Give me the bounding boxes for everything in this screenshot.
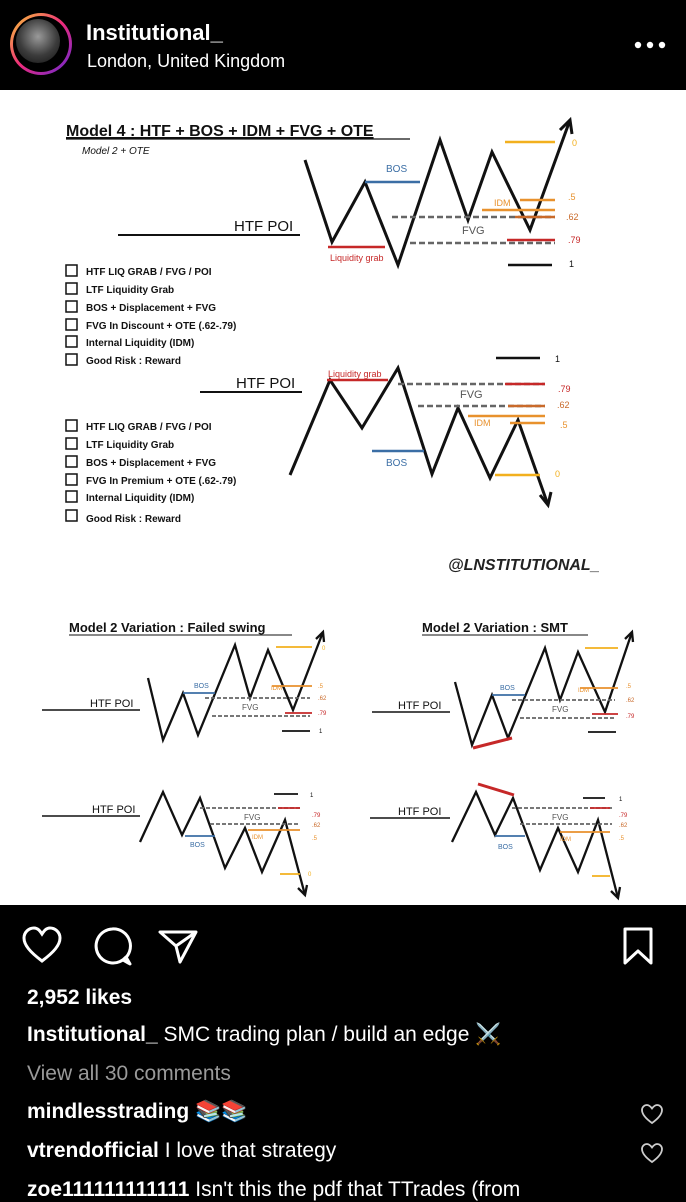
view-all-comments[interactable]: View all 30 comments	[27, 1062, 231, 1085]
svg-text:FVG: FVG	[242, 703, 259, 712]
idm-label: IDM	[494, 198, 511, 208]
svg-text:LTF Liquidity Grab: LTF Liquidity Grab	[86, 285, 175, 296]
svg-text:HTF LIQ GRAB / FVG / POI: HTF LIQ GRAB / FVG / POI	[86, 422, 212, 433]
svg-text:BOS: BOS	[386, 458, 408, 469]
svg-text:FVG: FVG	[552, 813, 569, 822]
svg-text:.62: .62	[318, 696, 327, 702]
svg-text:.79: .79	[558, 384, 571, 394]
svg-text:0: 0	[308, 872, 312, 878]
svg-text:BOS: BOS	[498, 844, 513, 851]
svg-text:.62: .62	[312, 823, 321, 829]
caption-username[interactable]: Institutional_	[27, 1023, 158, 1046]
svg-text:.79: .79	[626, 714, 635, 720]
svg-text:IDM: IDM	[474, 418, 491, 428]
checklist-long	[66, 265, 236, 367]
location[interactable]: London, United Kingdom	[87, 51, 286, 71]
comment-row	[27, 1178, 520, 1202]
comment-username[interactable]: zoe111111111111	[27, 1178, 190, 1201]
short-setup-diagram	[200, 354, 571, 505]
svg-text:HTF LIQ GRAB / FVG / POI: HTF LIQ GRAB / FVG / POI	[86, 267, 212, 278]
svg-text:.5: .5	[619, 836, 625, 842]
svg-text:1: 1	[319, 729, 323, 735]
svg-text:.62: .62	[619, 823, 628, 829]
svg-text:HTF POI: HTF POI	[398, 700, 442, 712]
svg-text:Good Risk : Reward: Good Risk : Reward	[86, 514, 182, 525]
svg-text:LTF Liquidity Grab: LTF Liquidity Grab	[86, 440, 175, 451]
comment-row	[27, 1139, 336, 1163]
avatar[interactable]	[10, 13, 72, 75]
bookmark-icon[interactable]	[616, 924, 660, 968]
failed-swing-long-diagram	[42, 632, 327, 740]
htf-poi-label: HTF POI	[234, 218, 294, 235]
comment-username[interactable]: vtrendofficial	[27, 1139, 159, 1162]
svg-text:.5: .5	[568, 192, 576, 202]
liquidity-grab-label: Liquidity grab	[330, 253, 384, 263]
svg-text:.79: .79	[619, 813, 628, 819]
svg-text:.62: .62	[566, 212, 579, 222]
post-image[interactable]	[0, 90, 686, 905]
model4-title: Model 4 : HTF + BOS + IDM + FVG + OTE	[66, 123, 374, 140]
svg-text:BOS: BOS	[194, 683, 209, 690]
comment-text: 📚📚	[195, 1100, 248, 1123]
svg-text:IDM: IDM	[252, 835, 263, 841]
caption-text: SMC trading plan / build an edge ⚔️	[163, 1023, 502, 1046]
svg-text:Internal Liquidity (IDM): Internal Liquidity (IDM)	[86, 338, 195, 349]
caption	[27, 1023, 501, 1047]
more-options-icon[interactable]	[630, 28, 670, 62]
comment-text: I love that strategy	[164, 1139, 337, 1162]
svg-text:IDM: IDM	[560, 837, 571, 843]
svg-text:0: 0	[555, 469, 561, 479]
svg-text:.5: .5	[318, 684, 324, 690]
svg-text:.62: .62	[557, 400, 570, 410]
svg-text:1: 1	[569, 259, 575, 269]
svg-text:Internal Liquidity (IDM): Internal Liquidity (IDM)	[86, 493, 195, 504]
post-header	[0, 0, 686, 90]
bos-label: BOS	[386, 164, 408, 175]
comment-heart-icon[interactable]	[640, 1142, 664, 1164]
share-icon[interactable]	[156, 924, 200, 968]
comment-icon[interactable]	[90, 924, 134, 968]
variation-smt-title: Model 2 Variation : SMT	[422, 620, 568, 635]
post-actions	[0, 918, 686, 974]
svg-text:FVG In Discount + OTE (.62-.79: FVG In Discount + OTE (.62-.79)	[86, 321, 237, 332]
svg-text:.62: .62	[626, 698, 635, 704]
likes-count[interactable]: 2,952 likes	[27, 986, 133, 1009]
svg-text:BOS: BOS	[500, 685, 515, 692]
svg-text:.5: .5	[312, 836, 318, 842]
long-setup-diagram	[118, 120, 581, 269]
svg-text:FVG: FVG	[552, 705, 569, 714]
comment-heart-icon[interactable]	[640, 1103, 664, 1125]
svg-text:Good Risk : Reward: Good Risk : Reward	[86, 356, 182, 367]
svg-text:1: 1	[310, 793, 314, 799]
svg-text:.5: .5	[626, 684, 632, 690]
svg-text:Liquidity grab: Liquidity grab	[328, 369, 382, 379]
comment-username[interactable]: mindlesstrading	[27, 1100, 190, 1123]
svg-text:HTF POI: HTF POI	[236, 375, 296, 392]
svg-text:1: 1	[619, 797, 623, 803]
smt-long-diagram	[372, 632, 635, 748]
watermark: @LNSTITUTIONAL_	[448, 557, 600, 574]
svg-text:.79: .79	[312, 813, 321, 819]
svg-text:HTF POI: HTF POI	[90, 698, 134, 710]
svg-text:BOS + Displacement + FVG: BOS + Displacement + FVG	[86, 458, 217, 469]
svg-text:.79: .79	[568, 235, 581, 245]
comment-text: Isn't this the pdf that TTrades (from	[195, 1178, 521, 1201]
svg-text:BOS: BOS	[190, 842, 205, 849]
svg-text:0: 0	[572, 138, 578, 148]
comment-row	[27, 1100, 247, 1124]
svg-text:0: 0	[322, 646, 326, 652]
svg-text:HTF POI: HTF POI	[92, 804, 136, 816]
svg-text:IDM: IDM	[578, 688, 589, 694]
svg-text:.79: .79	[318, 711, 327, 717]
svg-text:BOS + Displacement + FVG: BOS + Displacement + FVG	[86, 303, 217, 314]
fvg-label: FVG	[462, 225, 485, 237]
failed-swing-short-diagram	[42, 792, 321, 895]
svg-text:1: 1	[555, 354, 561, 364]
heart-icon[interactable]	[20, 924, 64, 968]
svg-text:IDM: IDM	[271, 686, 282, 692]
smt-short-diagram	[370, 784, 628, 898]
svg-text:FVG: FVG	[244, 813, 261, 822]
variation-failed-title: Model 2 Variation : Failed swing	[69, 620, 266, 635]
svg-text:FVG: FVG	[460, 389, 483, 401]
svg-text:HTF POI: HTF POI	[398, 806, 442, 818]
username[interactable]: Institutional_	[86, 20, 223, 45]
svg-text:FVG In Premium + OTE (.62-.79): FVG In Premium + OTE (.62-.79)	[86, 476, 237, 487]
checklist-short	[66, 420, 236, 525]
model4-subtitle: Model 2 + OTE	[82, 146, 150, 157]
svg-text:.5: .5	[560, 420, 568, 430]
